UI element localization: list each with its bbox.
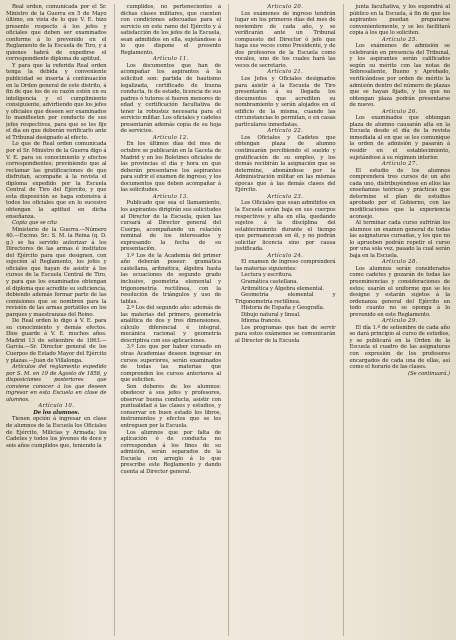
article-heading: Artículo 24. <box>267 252 304 259</box>
article-heading: Artículo 27. <box>381 161 418 168</box>
text-columns <box>6 4 450 636</box>
article-heading: Artículo 10. <box>38 403 75 410</box>
article-heading: Artículo 26. <box>381 108 418 115</box>
column-4 <box>343 4 451 636</box>
article-heading: Artículo 21. <box>267 69 304 76</box>
paragraph: El examen de ingreso comprenderá las materias siguientes: <box>235 259 336 272</box>
article-heading: Artículo 13. <box>152 193 189 200</box>
article-heading: Artículo 23. <box>267 193 304 200</box>
column-2 <box>114 4 222 636</box>
paragraph: El estudio de los alumnos comprenderá tres cursos de un año cada uno, distribuyéndose en ellos las enseñanzas teóricas y prácticas que determine el plan de estudios aprobado por el Gobierno, con las modificaciones que la experiencia aconseje. <box>349 167 450 220</box>
paragraph: Lo que de Real orden comunicada por el Sr. Ministro de la Guerra digo á V. E. para su conocimiento y efectos correspondientes; previniendo que al reclamar las gratificaciones de que disfrutan, acompañe á la revista el diploma expedido por la Escuela Central de Tiro del Ejército, y que esta disposición se haga extensiva á todos los oficiales que en lo sucesivo obtengan la aptitud en dicha enseñanza. <box>6 141 107 220</box>
paragraph: Tienen opción á ingresar en clase de alumnos de la Escuela los Oficiales de Ejército, Milicias y Armada; los Cadetes y todos los jóvenes de doce y seis años cumplidos que, teniendo la <box>6 416 107 449</box>
article-heading: Artículo 28. <box>381 259 418 266</box>
paragraph: junta facultativa, y los expondrá al público en la Escuela, á fin de que los aspirantes puedan prepararse convenientemente, y se les facilitará copia á los que lo soliciten. <box>349 4 450 37</box>
article-heading: Artículo 20. <box>267 4 304 10</box>
paragraph: Lectura y escritura. <box>241 272 293 279</box>
paragraph: Los programas que han de servir para estos exámenes se comunicarán al Director de la Escuela <box>235 324 336 344</box>
paragraph: Geometría elemental y Trigonometría rectilínea. <box>235 292 336 305</box>
paragraph: Los Oficiales y Cadetes que obtengan plaza de alumno continuarán percibiendo el sueldo y gratificación de su empleo, y los demás recibirán la asignación que se determine, abonándose por la Administración militar en las mismas épocas que á las demás clases del Ejército. <box>235 134 336 194</box>
paragraph: Dibujo natural y lineal. <box>241 311 301 318</box>
paragraph: Y para que la referida Real orden tenga la debida y conveniente publicidad se inserta á continuación en la Orden general de este distrito, á fin de que los de su razón estén en su inteligencia y el cumplimiento consiguiente, advirtiendo que los jefes y oficiales que deseen ser examinados lo manifiesten por conducto de sus jefes respectivos, para que se les fije el día en que deberán verificarlo ante el Tribunal designado al efecto. <box>6 62 107 141</box>
article-heading: Artículo 25. <box>381 36 418 43</box>
paragraph: 2.º Los del segundo año: además de las materias del primero, geometría analítica de dos y tres dimensiones, cálculo diferencial é integral, mecánica racional y geometría descriptiva con sus aplicaciones. <box>120 305 221 344</box>
paragraph: De Real orden lo digo á V. E. para su conocimiento y demás efectos. Dios guarde á V. E. muchos años. Madrid 13 de setiembre de 1863.—García.—Sr. Director general de los Cuerpos de Estado Mayor del Ejército y plazas.—Juan de Villalonga. <box>6 318 107 364</box>
paragraph: Son deberes de los alumnos: obedecer á sus jefes y profesores, observar buena conducta, asistir con puntualidad á las clases y estudios, y conservar en buen estado los libros, instrumentos y efectos que se les entreguen por la Escuela. <box>120 383 221 429</box>
section-title: De los alumnos. <box>33 409 80 416</box>
paragraph: cumplidos, no pertenecientes á dichas clases militares, que cuenten con condiciones adecuadas para el servicio en este ramo del Ejército y á satisfacción de los jefes de la Escuela, sean admitidos en ella, sujetándose á lo que dispone el presente Reglamento. <box>120 4 221 56</box>
article-heading: Artículo 11. <box>152 56 189 63</box>
paragraph: Los exámenes de admisión se celebrarán en presencia del Tribunal, y los aspirantes serán calificados según su mérito con las notas de Sobresaliente, Bueno y Aprobado, verificándose por orden de mérito la admisión dentro del número de plazas que se hayan fijado, y los que no obtengan plaza podrán presentarse de nuevo. <box>349 43 450 109</box>
paragraph: Ministerio de la Guerra.—Número 40.—Excmo. Sr.: S. M. la Reina (q. D. g.) se ha servido autorizar á los Directores de las armas é institutos del Ejército para que designen, con sujeción al Reglamento, los jefes y oficiales que hayan de asistir á los cursos de la Escuela Central de Tiro, y para que los examinados obtengan el diploma que acredite su suficiencia, debiendo además formar parte de las comisiones que se nombren para la revisión de las armas portátiles en los parques y maestranzas del Reino. <box>6 226 107 318</box>
paragraph: 3.º Los que por haber cursado en otras Academias deseen ingresar en cursos superiores, serán examinados de todas las materias que comprenden los cursos anteriores al que soliciten. <box>120 344 221 384</box>
paragraph: Los documentos que han de acompañar los aspirantes á la solicitud son: partida de bautismo legalizada, certificado de buena conducta, fe de estado, licencia de sus padres ó tutores si fueren menores de edad y certificación facultativa de tener la robustez necesaria para el servicio militar. Los oficiales y cadetes presentarán además copia de su hoja de servicios. <box>120 62 221 135</box>
paragraph: Los Jefes y Oficiales designados para asistir á la Escuela de Tiro presentarán á su llegada los documentos que acrediten su nombramiento y serán alojados en el edificio de la misma, cuando las circunstancias lo permitan, o en casas particulares inmediatas. <box>235 76 336 128</box>
article-heading: Artículo 29. <box>381 318 418 325</box>
italic-heading: Artículos del reglamento expedido por S. M. en 19 de Agosto de 1858, y disposiciones posteriores que conviene conocer á los que deseen ingresar en esta Escuela en clase de alumnos. <box>6 364 107 403</box>
italic-heading: Copia que se cita <box>12 220 57 227</box>
paragraph: 1.º Los de la Academia del primer año deberán poseer: gramática castellana, aritmética, álgebra hasta las ecuaciones de segundo grado inclusive, geometría elemental y trigonometría rectilínea, con la resolución de triángulos y uso de tablas. <box>120 252 221 305</box>
continuation-note: (Se continuará.) <box>408 370 450 377</box>
paragraph: Aritmética y Álgebra elemental. <box>241 285 325 292</box>
paragraph: Los examinados que obtengan plaza de alumno causarán alta en la Escuela desde el día de la revista inmediata al en que se les comunique la orden de admisión y pasarán á residir en el establecimiento, sujetándose á su régimen interior. <box>349 115 450 161</box>
article-heading: Artículo 12. <box>152 134 189 141</box>
column-3 <box>228 4 336 636</box>
paragraph: Historia de España y Geografía. <box>241 305 325 312</box>
paragraph: Los Oficiales que sean admitidos en la Escuela serán baja en sus cuerpos respectivos y alta en ella, quedando sujetos á la disciplina del establecimiento durante el tiempo que permanezcan en él, y no podrán solicitar licencia sino por causa justificada. <box>235 200 336 253</box>
paragraph: Idioma francés. <box>241 318 282 325</box>
paragraph: Real orden, comunicada por el Sr. Ministro de la Guerra en 5 de Mayo último, en vista de lo que V. E. hizo presente respecto á los jefes y oficiales que deben ser examinados conforme á lo prevenido en el Reglamento de la Escuela de Tiro, y á quienes habrá de expedirse el correspondiente diploma de aptitud. <box>6 4 107 63</box>
paragraph: Los exámenes de ingreso tendrán lugar en los primeros días del mes de noviembre de cada año, y se verificarán ante un Tribunal compuesto del Director ó jefe que haga sus veces como Presidente, y de dos profesores de la Escuela como vocales, uno de los cuales hará las veces de secretario. <box>235 10 336 69</box>
paragraph: Los alumnos que por falta de aplicación ó de conducta no correspondan á los fines de su admisión, serán separados de la Escuela con arreglo á lo que prescribe este Reglamento y dando cuenta al Director general. <box>120 429 221 475</box>
paragraph: Publicado que sea el llamamiento, los aspirantes dirigirán sus solicitudes al Director de la Escuela, quien las cursará al Director general del Cuerpo, acompañando un relación nominal de los interesados y expresando la fecha de su presentación. <box>120 200 221 253</box>
article-heading: Artículo 22. <box>267 128 304 135</box>
paragraph: En los últimos días del mes de octubre se publicarán en la Gaceta de Madrid y en los Boletines oficiales de las provincias el día y hora en que deberán presentarse los aspirantes para sufrir el examen de ingreso, y los documentos que deben acompañar á las solicitudes. <box>120 141 221 194</box>
paragraph: Gramática castellana. <box>241 278 298 285</box>
paragraph: Los alumnos serán considerados como cadetes y gozarán de todas las preeminencias y consideraciones de estos; usarán el uniforme que se les designe y estarán sujetos á la ordenanza general del Ejército en todo cuanto no se oponga á lo prevenido en este Reglamento. <box>349 265 450 318</box>
paragraph: Al terminar cada curso sufrirán los alumnos un examen general de todas las asignaturas cursadas, y los que no lo aprueben podrán repetir el curso por una sola vez, pasado la cual serán baja en la Escuela. <box>349 220 450 259</box>
paragraph: El día 1.º de setiembre de cada año se dará principio al curso de estudios, y se publicará en la Orden de la Escuela el cuadro de las asignaturas con expresión de los profesores encargados de cada una de ellas, así como el horario de las clases. <box>349 324 450 371</box>
column-1 <box>6 4 107 636</box>
